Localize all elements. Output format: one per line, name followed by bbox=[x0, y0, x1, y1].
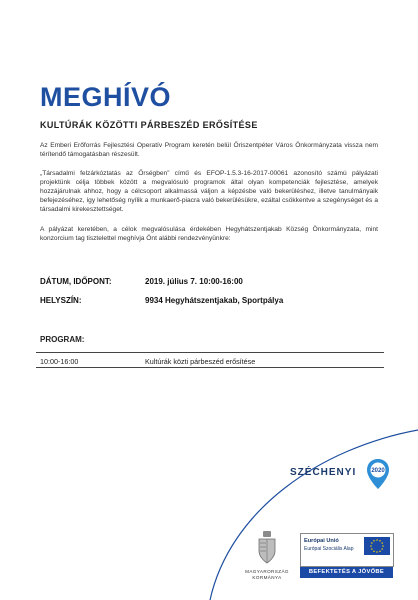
eu-star bbox=[373, 550, 375, 552]
coat-of-arms-icon bbox=[256, 531, 278, 565]
date-value: 2019. július 7. 10:00-16:00 bbox=[145, 277, 243, 286]
eu-star bbox=[376, 551, 378, 553]
eu-star bbox=[376, 539, 378, 541]
investment-banner: BEFEKTETÉS A JÖVŐBE bbox=[300, 567, 393, 578]
eu-star bbox=[371, 542, 373, 544]
szechenyi-year: 2020 bbox=[371, 468, 385, 475]
eu-star bbox=[370, 545, 372, 547]
place-value: 9934 Hegyhátszentjakab, Sportpálya bbox=[145, 296, 284, 305]
program-row-time: 10:00-16:00 bbox=[40, 357, 79, 366]
esf-label: Európai Szociális Alap bbox=[304, 546, 354, 552]
szechenyi-logo-text: SZÉCHENYI bbox=[290, 467, 357, 478]
eu-label: Európai Unió bbox=[304, 538, 339, 544]
date-label: DÁTUM, IDŐPONT: bbox=[40, 277, 112, 286]
project-paragraph: „Társadalmi felzárkóztatás az Őrségben” című és EFOP-1.5.3-16-2017-00061 azonosító számú pályázati projektünk célja többek között a megvalósuló programok által olyan kompetenciák fejlesztése, amelyek hozzájárulnak ahhoz, hogy a célcsoport alkalmassá váljon a képzésbe való bekerüléshez, illetve tanulmányaik befejezéséhez, így lehetőség nyílik a munkaerő-piacra való bekerülésükre, ezáltal csökkentve a szegénységet és a társadalmi kirekesztettséget. bbox=[40, 170, 378, 214]
eu-star bbox=[379, 550, 381, 552]
page-title: MEGHÍVÓ bbox=[40, 82, 172, 112]
eu-star bbox=[373, 540, 375, 542]
intro-paragraph: Az Emberi Erőforrás Fejlesztési Operatív Program keretén belül Őriszentpéter Város Önkormányzata vissza nem térítendő támogatásban részesült. bbox=[40, 142, 378, 159]
eu-star bbox=[381, 548, 383, 550]
eu-star bbox=[371, 548, 373, 550]
szechenyi-2020-pin-icon bbox=[366, 458, 390, 490]
government-line-2: KORMÁNYA bbox=[252, 575, 282, 580]
program-row-name: Kultúrák közti párbeszéd erősítése bbox=[145, 357, 256, 366]
eu-star bbox=[381, 542, 383, 544]
government-label bbox=[244, 569, 290, 581]
program-label: PROGRAM: bbox=[40, 335, 85, 344]
government-line-1: MAGYARORSZÁG bbox=[245, 569, 289, 574]
eu-star bbox=[382, 545, 384, 547]
eu-flag-icon bbox=[364, 537, 390, 555]
page-subtitle: KULTÚRÁK KÖZÖTTI PÁRBESZÉD ERŐSÍTÉSE bbox=[40, 120, 258, 130]
eu-star bbox=[379, 540, 381, 542]
place-label: HELYSZÍN: bbox=[40, 296, 82, 305]
invitation-paragraph: A pályázat keretében, a célok megvalósulása érdekében Hegyhátszentjakab Község Önkormányzata, mint konzorcium tag tisztelettel meghívja Önt alábbi rendezvényünkre: bbox=[40, 226, 378, 243]
